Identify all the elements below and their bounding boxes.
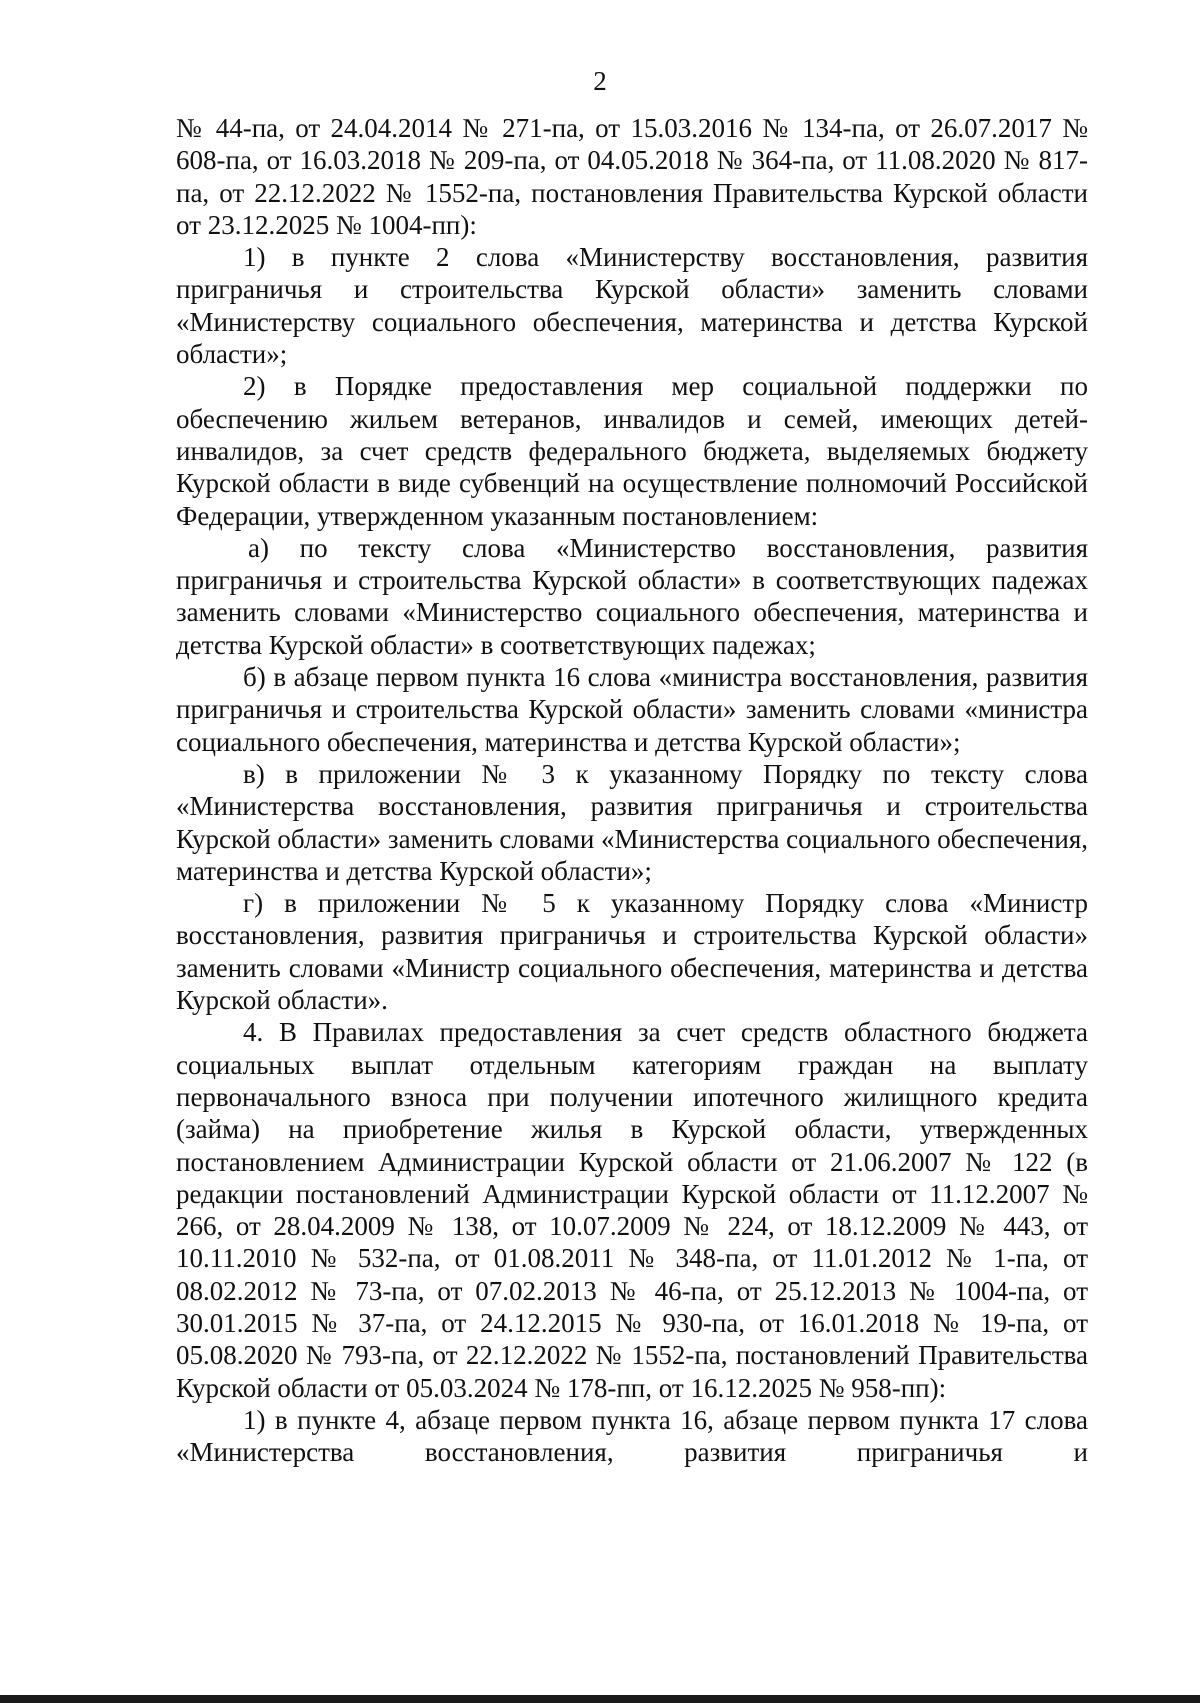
paragraph-subitem-a: а) по тексту слова «Министерство восстановления, развития приграничья и строительства Курской области» в соответствующих падежах заменить словами «Министерство социального обеспечения, материнства и детства Курской области» в соответствующих падежах; (176, 532, 1088, 660)
scan-bottom-edge (0, 1695, 1200, 1703)
paragraph-subitem-v: в) в приложении № 3 к указанному Порядку по тексту слова «Министерства восстановления, развития приграничья и строительства Курской области» заменить словами «Министерства социального обеспечения, материнства и детства Курской области»; (176, 758, 1088, 886)
document-body (176, 112, 1088, 1468)
paragraph-item-1: 1) в пункте 2 слова «Министерству восстановления, развития приграничья и строительства Курской области» заменить словами «Министерству социального обеспечения, материнства и детства Курской области»; (176, 242, 1088, 370)
paragraph-subitem-g: г) в приложении № 5 к указанному Порядку слова «Министр восстановления, развития приграничья и строительства Курской области» заменить словами «Министр социального обеспечения, материнства и детства Курской области». (176, 888, 1088, 1016)
paragraph-continuation: № 44-па, от 24.04.2014 № 271-па, от 15.03.2016 № 134-па, от 26.07.2017 № 608-па, от 16.03.2018 № 209-па, от 04.05.2018 № 364-па, от 11.08.2020 № 817-па, от 22.12.2022 № 1552-па, постановления Правительства Курской области от 23.12.2025 № 1004-пп): (176, 113, 1088, 240)
paragraph-section-4-item-1: 1) в пункте 4, абзаце первом пункта 16, абзаце первом пункта 17 слова «Министерства восстановления, развития приграничья и (176, 1404, 1088, 1468)
paragraph-section-4: 4. В Правилах предоставления за счет средств областного бюджета социальных выплат отдельным категориям граждан на выплату первоначального взноса при получении ипотечного жилищного кредита (займа) на приобретение жилья в Курской области, утвержденных постановлением Администрации Курской области от 21.06.2007 № 122 (в редакции постановлений Администрации Курской области от 11.12.2007 № 266, от 28.04.2009 № 138, от 10.07.2009 № 224, от 18.12.2009 № 443, от 10.11.2010 № 532-па, от 01.08.2011 № 348-па, от 11.01.2012 № 1-па, от 08.02.2012 № 73-па, от 07.02.2013 № 46-па, от 25.12.2013 № 1004-па, от 30.01.2015 № 37-па, от 24.12.2015 № 930-па, от 16.01.2018 № 19-па, от 05.08.2020 № 793-па, от 22.12.2022 № 1552-па, постановлений Правительства Курской области от 05.03.2024 № 178-пп, от 16.12.2025 № 958-пп): (176, 1017, 1088, 1403)
page-number: 2 (593, 66, 607, 96)
paragraph-item-2: 2) в Порядке предоставления мер социальной поддержки по обеспечению жильем ветеранов, инвалидов и семей, имеющих детей-инвалидов, за счет средств федерального бюджета, выделяемых бюджету Курской области в виде субвенций на осуществление полномочий Российской Федерации, утвержденном указанным постановлением: (176, 371, 1088, 531)
paragraph-subitem-b: б) в абзаце первом пункта 16 слова «министра восстановления, развития приграничья и строительства Курской области» заменить словами «министра социального обеспечения, материнства и детства Курской области»; (176, 662, 1088, 757)
